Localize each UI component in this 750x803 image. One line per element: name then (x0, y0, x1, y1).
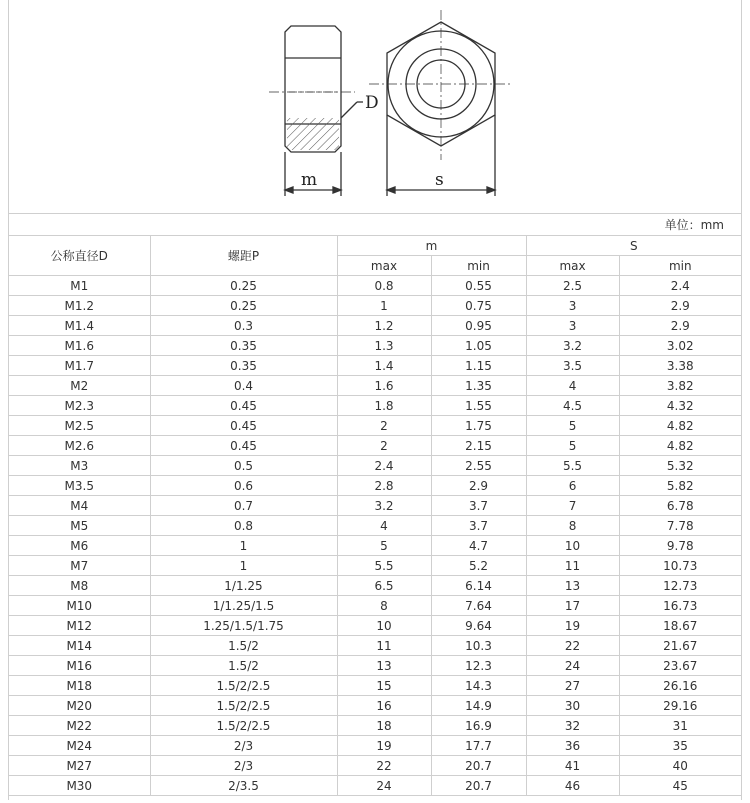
cell-nominal: M1.6 (9, 336, 150, 356)
cell-pitch: 1.5/2 (150, 656, 337, 676)
table-row (9, 776, 741, 796)
cell-s-max: 7 (526, 496, 619, 516)
cell-pitch: 2/3 (150, 736, 337, 756)
cell-m-max: 0.8 (337, 276, 431, 296)
header-m-max: max (337, 256, 431, 276)
cell-nominal: M2.5 (9, 416, 150, 436)
cell-m-min: 7.64 (431, 596, 526, 616)
table-row (9, 716, 741, 736)
header-nominal-diameter: 公称直径D (9, 236, 150, 276)
cell-s-min: 5.82 (619, 476, 741, 496)
cell-m-max: 15 (337, 676, 431, 696)
cell-pitch: 0.8 (150, 516, 337, 536)
cell-s-max: 13 (526, 576, 619, 596)
cell-m-min: 3.7 (431, 496, 526, 516)
spec-sheet (8, 0, 742, 800)
header-s: S (526, 236, 741, 256)
cell-m-max: 1.8 (337, 396, 431, 416)
cell-nominal: M18 (9, 676, 150, 696)
cell-m-min: 16.9 (431, 716, 526, 736)
cell-m-min: 1.15 (431, 356, 526, 376)
cell-m-max: 5.5 (337, 556, 431, 576)
cell-pitch: 0.6 (150, 476, 337, 496)
table-row (9, 756, 741, 776)
table-row (9, 576, 741, 596)
cell-s-max: 3.5 (526, 356, 619, 376)
table-row (9, 296, 741, 316)
cell-m-max: 2.8 (337, 476, 431, 496)
cell-nominal: M2.6 (9, 436, 150, 456)
table-row (9, 356, 741, 376)
cell-s-min: 23.67 (619, 656, 741, 676)
cell-nominal: M16 (9, 656, 150, 676)
cell-s-min: 4.32 (619, 396, 741, 416)
table-row (9, 276, 741, 296)
cell-pitch: 0.5 (150, 456, 337, 476)
cell-s-max: 41 (526, 756, 619, 776)
cell-m-min: 12.3 (431, 656, 526, 676)
cell-s-max: 30 (526, 696, 619, 716)
cell-s-min: 26.16 (619, 676, 741, 696)
cell-s-max: 3 (526, 296, 619, 316)
cell-pitch: 0.25 (150, 276, 337, 296)
table-body (9, 276, 741, 796)
cell-s-min: 3.02 (619, 336, 741, 356)
cell-pitch: 2/3 (150, 756, 337, 776)
table-row (9, 636, 741, 656)
table-row (9, 336, 741, 356)
cell-s-min: 45 (619, 776, 741, 796)
cell-m-min: 1.75 (431, 416, 526, 436)
cell-m-min: 2.55 (431, 456, 526, 476)
cell-nominal: M8 (9, 576, 150, 596)
cell-m-max: 24 (337, 776, 431, 796)
cell-pitch: 1/1.25 (150, 576, 337, 596)
header-s-min: min (619, 256, 741, 276)
cell-s-max: 5 (526, 416, 619, 436)
cell-s-min: 10.73 (619, 556, 741, 576)
header-pitch: 螺距P (150, 236, 337, 276)
cell-m-max: 13 (337, 656, 431, 676)
cell-s-min: 3.82 (619, 376, 741, 396)
cell-m-min: 1.35 (431, 376, 526, 396)
table-row (9, 516, 741, 536)
cell-s-min: 35 (619, 736, 741, 756)
dimension-m-label: m (301, 170, 318, 190)
cell-s-min: 3.38 (619, 356, 741, 376)
cell-s-min: 12.73 (619, 576, 741, 596)
cell-pitch: 1.25/1.5/1.75 (150, 616, 337, 636)
cell-m-max: 4 (337, 516, 431, 536)
cell-m-min: 3.7 (431, 516, 526, 536)
cell-s-min: 7.78 (619, 516, 741, 536)
nut-technical-drawing (9, 0, 741, 213)
cell-s-max: 4 (526, 376, 619, 396)
cell-nominal: M22 (9, 716, 150, 736)
cell-m-max: 1.4 (337, 356, 431, 376)
cell-m-min: 1.05 (431, 336, 526, 356)
cell-m-max: 1.6 (337, 376, 431, 396)
table-row (9, 556, 741, 576)
dimension-s-label: s (435, 170, 444, 190)
table-row (9, 596, 741, 616)
cell-pitch: 0.45 (150, 436, 337, 456)
cell-m-max: 1.3 (337, 336, 431, 356)
cell-s-max: 24 (526, 656, 619, 676)
cell-nominal: M27 (9, 756, 150, 776)
cell-s-min: 18.67 (619, 616, 741, 636)
cell-m-max: 16 (337, 696, 431, 716)
cell-m-max: 2 (337, 416, 431, 436)
table-row (9, 656, 741, 676)
table-row (9, 696, 741, 716)
cell-nominal: M30 (9, 776, 150, 796)
cell-s-max: 8 (526, 516, 619, 536)
table-row (9, 536, 741, 556)
cell-pitch: 1.5/2 (150, 636, 337, 656)
cell-s-max: 6 (526, 476, 619, 496)
table-row (9, 316, 741, 336)
cell-pitch: 0.45 (150, 416, 337, 436)
cell-m-min: 10.3 (431, 636, 526, 656)
table-row (9, 456, 741, 476)
cell-pitch: 0.35 (150, 336, 337, 356)
cell-s-max: 10 (526, 536, 619, 556)
cell-s-max: 3.2 (526, 336, 619, 356)
cell-s-min: 5.32 (619, 456, 741, 476)
cell-s-min: 2.9 (619, 316, 741, 336)
cell-m-min: 17.7 (431, 736, 526, 756)
cell-pitch: 0.7 (150, 496, 337, 516)
cell-nominal: M4 (9, 496, 150, 516)
cell-m-min: 0.95 (431, 316, 526, 336)
cell-s-max: 27 (526, 676, 619, 696)
header-m: m (337, 236, 526, 256)
cell-m-max: 6.5 (337, 576, 431, 596)
cell-pitch: 0.3 (150, 316, 337, 336)
cell-m-max: 1 (337, 296, 431, 316)
table-row (9, 676, 741, 696)
cell-nominal: M20 (9, 696, 150, 716)
cell-m-min: 2.15 (431, 436, 526, 456)
table-row (9, 736, 741, 756)
table-row (9, 616, 741, 636)
cell-s-min: 40 (619, 756, 741, 776)
hex-nut-drawing (9, 0, 741, 214)
cell-s-max: 19 (526, 616, 619, 636)
cell-m-min: 0.75 (431, 296, 526, 316)
cell-m-min: 14.3 (431, 676, 526, 696)
table-row (9, 416, 741, 436)
cell-s-max: 22 (526, 636, 619, 656)
cell-pitch: 1.5/2/2.5 (150, 696, 337, 716)
cell-m-max: 3.2 (337, 496, 431, 516)
cell-pitch: 0.35 (150, 356, 337, 376)
cell-m-max: 22 (337, 756, 431, 776)
cell-nominal: M24 (9, 736, 150, 756)
table-row (9, 476, 741, 496)
cell-s-min: 21.67 (619, 636, 741, 656)
cell-s-min: 9.78 (619, 536, 741, 556)
cell-s-min: 2.9 (619, 296, 741, 316)
cell-pitch: 0.45 (150, 396, 337, 416)
cell-s-max: 2.5 (526, 276, 619, 296)
cell-nominal: M1 (9, 276, 150, 296)
cell-nominal: M2 (9, 376, 150, 396)
cell-pitch: 1.5/2/2.5 (150, 676, 337, 696)
cell-s-max: 32 (526, 716, 619, 736)
cell-nominal: M3 (9, 456, 150, 476)
cell-m-max: 1.2 (337, 316, 431, 336)
cell-pitch: 1.5/2/2.5 (150, 716, 337, 736)
cell-nominal: M5 (9, 516, 150, 536)
cell-m-min: 1.55 (431, 396, 526, 416)
cell-s-min: 4.82 (619, 436, 741, 456)
cell-nominal: M7 (9, 556, 150, 576)
cell-m-max: 8 (337, 596, 431, 616)
cell-nominal: M1.4 (9, 316, 150, 336)
nut-top-view (369, 10, 513, 196)
header-m-min: min (431, 256, 526, 276)
cell-m-max: 2.4 (337, 456, 431, 476)
cell-s-min: 6.78 (619, 496, 741, 516)
cell-s-max: 3 (526, 316, 619, 336)
cell-m-min: 9.64 (431, 616, 526, 636)
cell-pitch: 0.4 (150, 376, 337, 396)
cell-m-max: 10 (337, 616, 431, 636)
cell-m-min: 4.7 (431, 536, 526, 556)
cell-m-max: 11 (337, 636, 431, 656)
cell-s-min: 4.82 (619, 416, 741, 436)
cell-m-min: 14.9 (431, 696, 526, 716)
table-row (9, 376, 741, 396)
cell-m-max: 18 (337, 716, 431, 736)
cell-s-max: 17 (526, 596, 619, 616)
cell-s-max: 5 (526, 436, 619, 456)
cell-m-min: 2.9 (431, 476, 526, 496)
cell-s-max: 36 (526, 736, 619, 756)
unit-label: 单位：mm (664, 218, 724, 232)
dimension-d-label: D (365, 93, 379, 113)
header-s-max: max (526, 256, 619, 276)
cell-nominal: M1.7 (9, 356, 150, 376)
cell-pitch: 1 (150, 536, 337, 556)
cell-pitch: 2/3.5 (150, 776, 337, 796)
cell-nominal: M3.5 (9, 476, 150, 496)
cell-s-max: 5.5 (526, 456, 619, 476)
cell-m-min: 20.7 (431, 756, 526, 776)
cell-nominal: M12 (9, 616, 150, 636)
unit-row (9, 213, 741, 236)
cell-s-min: 2.4 (619, 276, 741, 296)
cell-nominal: M14 (9, 636, 150, 656)
cell-nominal: M10 (9, 596, 150, 616)
cell-m-min: 6.14 (431, 576, 526, 596)
cell-s-max: 4.5 (526, 396, 619, 416)
cell-pitch: 1 (150, 556, 337, 576)
table-row (9, 436, 741, 456)
cell-s-min: 29.16 (619, 696, 741, 716)
cell-pitch: 0.25 (150, 296, 337, 316)
cell-s-min: 16.73 (619, 596, 741, 616)
cell-pitch: 1/1.25/1.5 (150, 596, 337, 616)
table-row (9, 496, 741, 516)
cell-nominal: M6 (9, 536, 150, 556)
cell-m-max: 5 (337, 536, 431, 556)
table-row (9, 396, 741, 416)
nut-dimension-table (9, 236, 741, 796)
cell-s-min: 31 (619, 716, 741, 736)
cell-nominal: M2.3 (9, 396, 150, 416)
cell-m-max: 2 (337, 436, 431, 456)
cell-m-min: 20.7 (431, 776, 526, 796)
cell-nominal: M1.2 (9, 296, 150, 316)
cell-m-min: 0.55 (431, 276, 526, 296)
cell-s-max: 11 (526, 556, 619, 576)
cell-s-max: 46 (526, 776, 619, 796)
cell-m-min: 5.2 (431, 556, 526, 576)
cell-m-max: 19 (337, 736, 431, 756)
